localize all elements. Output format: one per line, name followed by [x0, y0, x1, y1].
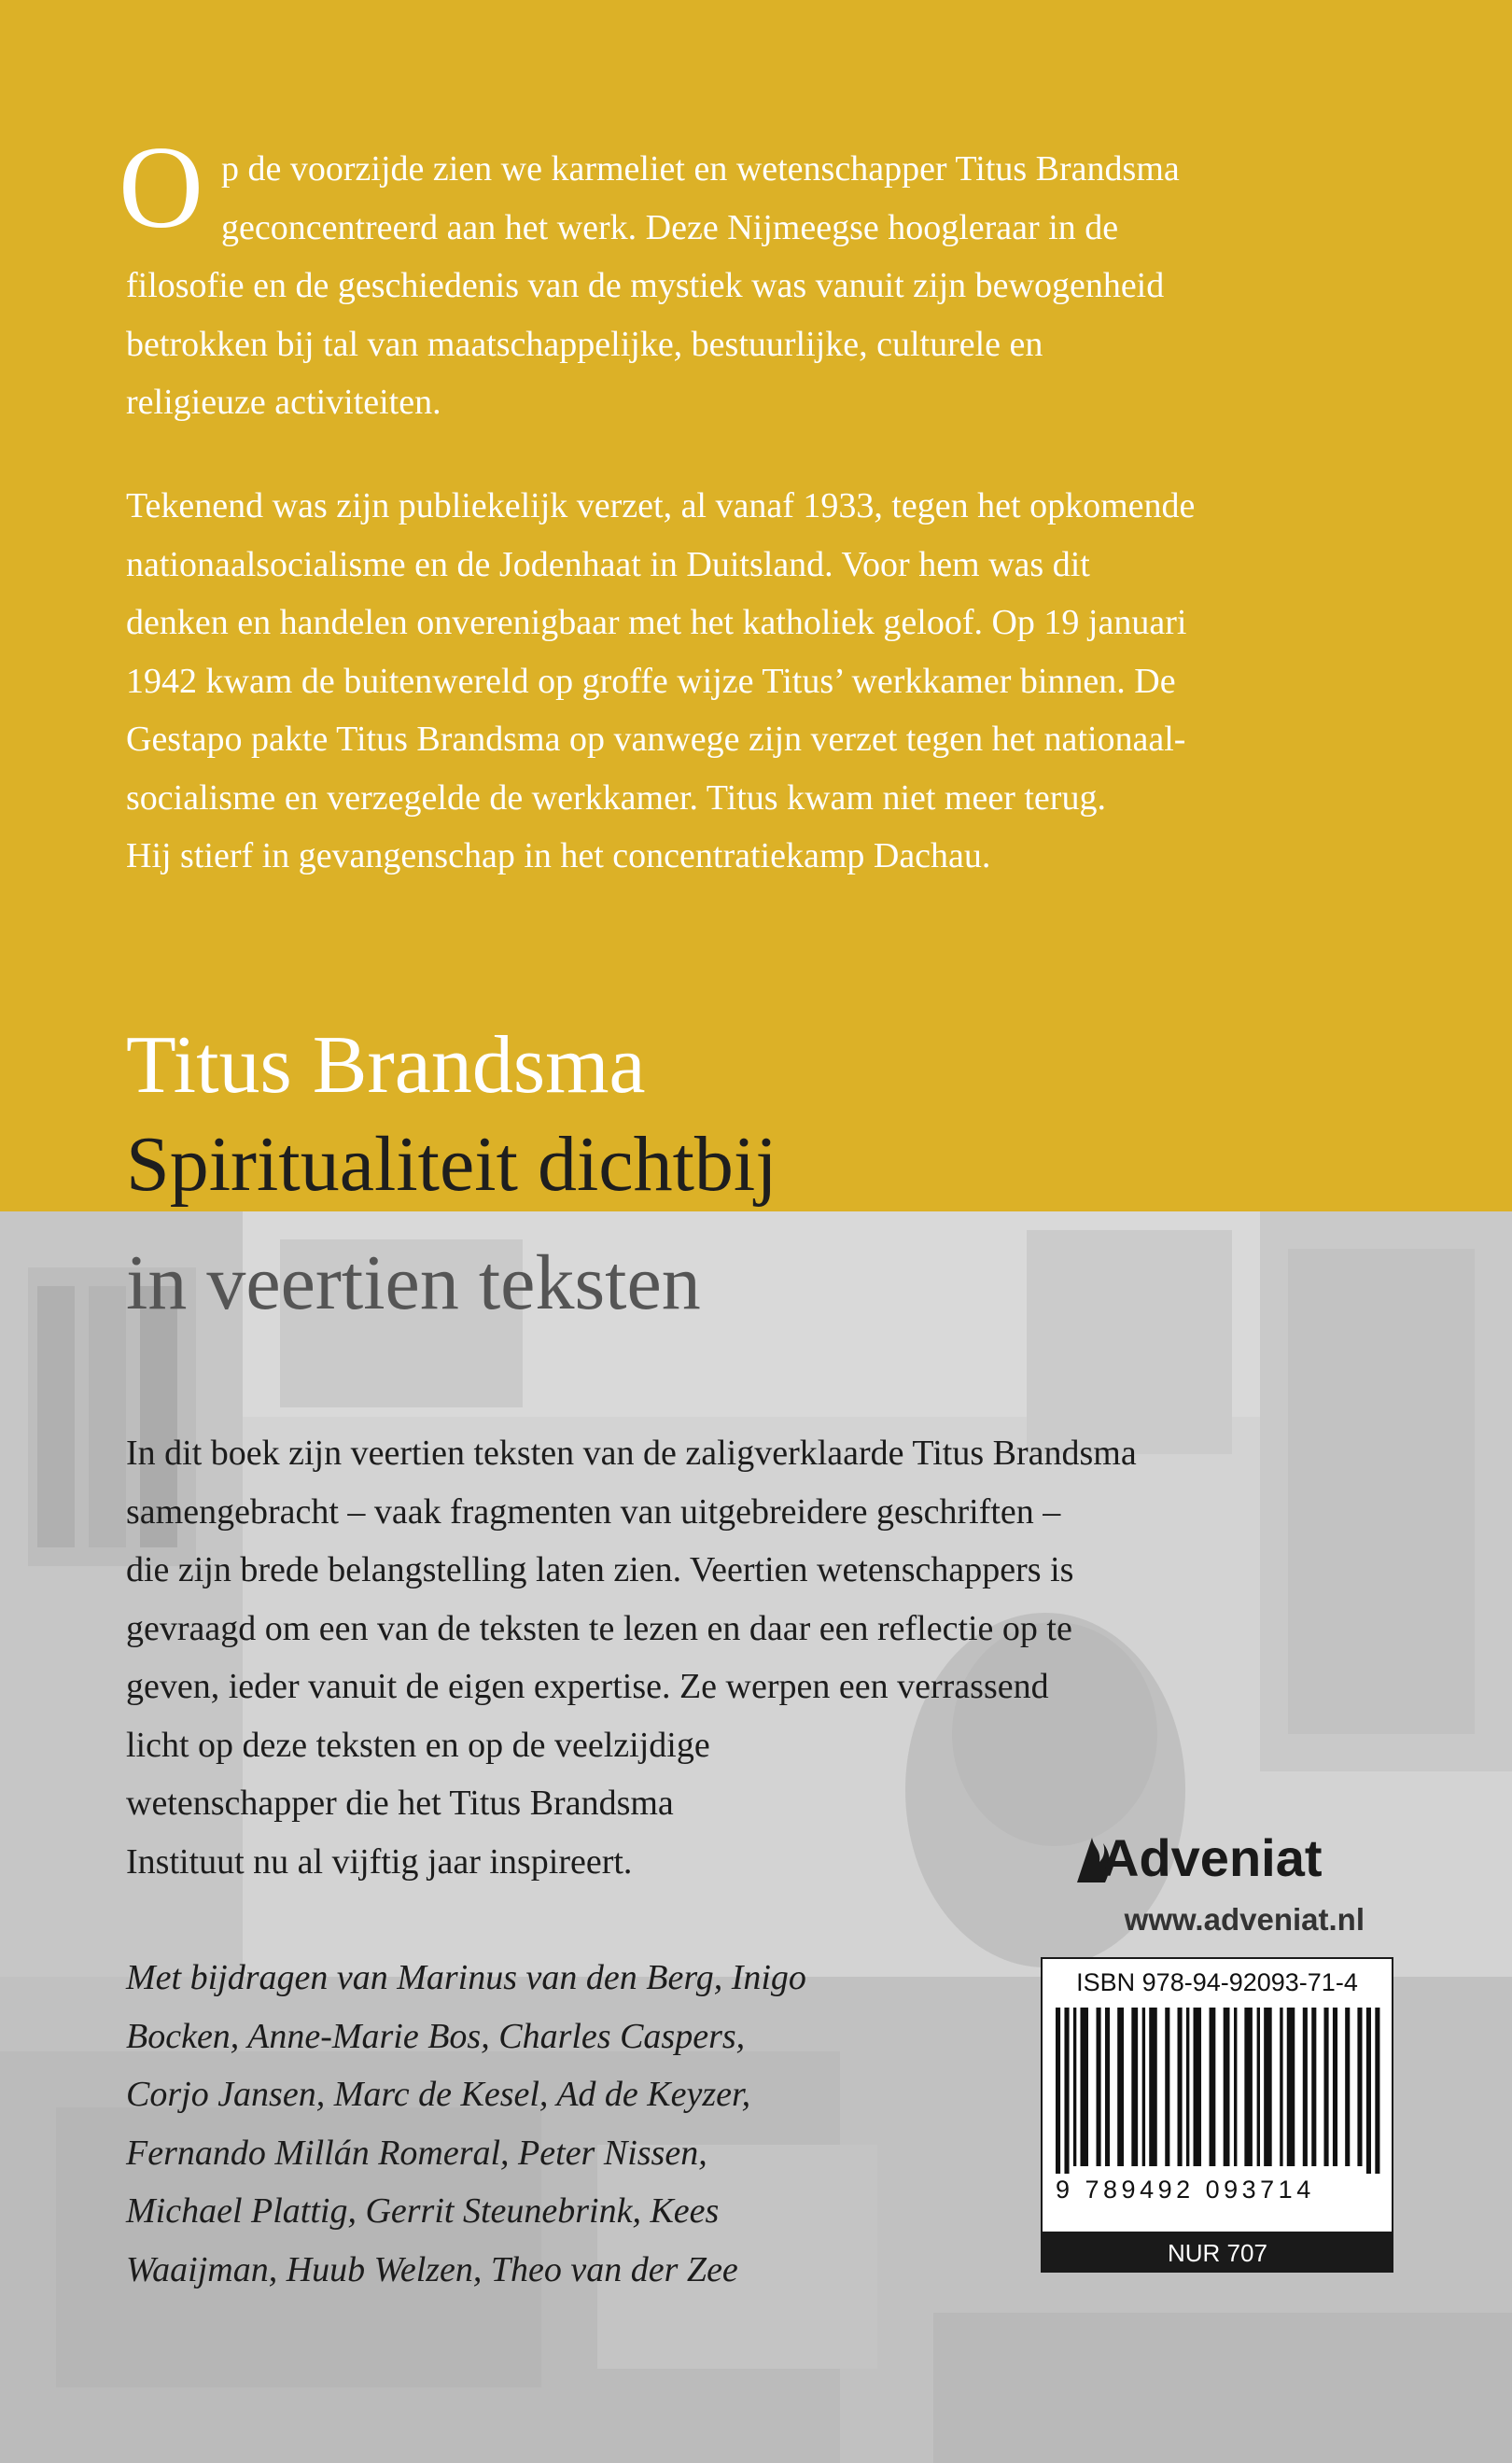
barcode-bar: [1142, 2008, 1145, 2166]
barcode-bar: [1280, 2008, 1282, 2166]
contributors-line: Met bijdragen van Marinus van den Berg, Inigo: [126, 1958, 806, 1997]
history-line: socialisme en verzegelde de werkkamer. Titus kwam niet meer terug.: [126, 777, 1106, 818]
barcode-bar: [1131, 2008, 1138, 2166]
barcode-bar: [1287, 2008, 1295, 2166]
intro-line: p de voorzijde zien we karmeliet en wetenschapper Titus Brandsma: [221, 149, 1180, 189]
barcode: [1056, 2008, 1380, 2174]
intro-line: religieuze activiteiten.: [126, 383, 441, 422]
description-line: samengebracht – vaak fragmenten van uitgebreidere geschriften –: [126, 1491, 1061, 1532]
author-title: Titus Brandsma: [126, 1020, 646, 1111]
barcode-bar: [1234, 2008, 1237, 2166]
book-subtitle: in veertien teksten: [126, 1239, 701, 1326]
barcode-bar: [1149, 2008, 1157, 2166]
barcode-bar: [1064, 2008, 1069, 2174]
barcode-digits: 9 789492 093714: [1056, 2176, 1315, 2204]
history-line: Hij stierf in gevangenschap in het concentratiekamp Dachau.: [126, 836, 991, 875]
description-line: licht op deze teksten en op de veelzijdige: [126, 1725, 710, 1765]
description-paragraph: [126, 1424, 1433, 1891]
barcode-bar: [1097, 2008, 1101, 2166]
barcode-bar: [1244, 2008, 1253, 2166]
barcode-bar: [1345, 2008, 1350, 2166]
barcode-bar: [1333, 2008, 1337, 2166]
barcode-bar: [1105, 2008, 1110, 2166]
history-line: 1942 kwam de buitenwereld op groffe wijze Titus’ werkkamer binnen. De: [126, 661, 1176, 701]
barcode-bar: [1303, 2008, 1308, 2166]
barcode-bar: [1194, 2008, 1202, 2166]
barcode-bar: [1056, 2008, 1060, 2174]
barcode-bar: [1073, 2008, 1076, 2166]
barcode-bar: [1080, 2008, 1088, 2166]
barcode-bar: [1117, 2008, 1124, 2166]
isbn-label: ISBN 978-94-92093-71-4: [1076, 1968, 1358, 1996]
barcode-bar: [1257, 2008, 1260, 2166]
intro-line: geconcentreerd aan het werk. Deze Nijmeegse hoogleraar in de: [221, 207, 1119, 247]
barcode-bar: [1366, 2008, 1371, 2174]
barcode-bar: [1264, 2008, 1272, 2166]
nur-code: NUR 707: [1168, 2239, 1267, 2267]
intro-dropcap: O: [119, 123, 203, 253]
publisher-url: www.adveniat.nl: [1124, 1902, 1365, 1937]
barcode-bar: [1210, 2008, 1216, 2166]
contributors-line: Fernando Millán Romeral, Peter Nissen,: [126, 2133, 707, 2173]
history-line: nationaalsocialisme en de Jodenhaat in Duitsland. Voor hem was dit: [126, 544, 1090, 584]
barcode-box: [1041, 1957, 1393, 2233]
description-line: Instituut nu al vijftig jaar inspireert.: [126, 1841, 633, 1882]
barcode-bar: [1357, 2008, 1362, 2166]
description-line: wetenschapper die het Titus Brandsma: [126, 1784, 674, 1823]
contributors-line: Waaijman, Huub Welzen, Theo van der Zee: [126, 2249, 738, 2289]
history-line: denken en handelen onverenigbaar met het katholiek geloof. Op 19 januari: [126, 603, 1187, 642]
contributors-line: Bocken, Anne-Marie Bos, Charles Caspers,: [126, 2016, 746, 2056]
intro-line: filosofie en de geschiedenis van de mystiek was vanuit zijn bewogenheid: [126, 266, 1165, 305]
intro-paragraph: [126, 140, 1433, 432]
barcode-bar: [1375, 2008, 1379, 2174]
barcode-bar: [1224, 2008, 1230, 2166]
description-line: gevraagd om een van de teksten te lezen en daar een reflectie op te: [126, 1608, 1072, 1648]
history-line: Gestapo pakte Titus Brandsma op vanwege zijn verzet tegen het nationaal-: [126, 720, 1186, 759]
barcode-bar: [1165, 2008, 1169, 2166]
nur-bar: [1041, 2233, 1393, 2273]
description-line: In dit boek zijn veertien teksten van de zaligverklaarde Titus Brandsma: [126, 1434, 1137, 1473]
description-line: die zijn brede belangstelling laten zien. Veertien wetenschappers is: [126, 1550, 1074, 1589]
history-paragraph: [126, 477, 1433, 886]
barcode-bar: [1323, 2008, 1328, 2166]
description-line: geven, ieder vanuit de eigen expertise. Ze werpen een verrassend: [126, 1667, 1049, 1706]
contributors-line: Michael Plattig, Gerrit Steunebrink, Kees: [126, 2191, 720, 2231]
barcode-bar: [1311, 2008, 1316, 2166]
history-line: Tekenend was zijn publiekelijk verzet, al vanaf 1933, tegen het opkomende: [126, 486, 1196, 525]
book-title: Spiritualiteit dichtbij: [126, 1121, 777, 1208]
intro-line: betrokken bij tal van maatschappelijke, bestuurlijke, culturele en: [126, 324, 1043, 364]
contributors-line: Corjo Jansen, Marc de Kesel, Ad de Keyzer,: [126, 2075, 751, 2114]
barcode-bar: [1186, 2008, 1189, 2166]
barcode-bar: [1178, 2008, 1183, 2166]
publisher-name: Adveniat: [1101, 1828, 1323, 1887]
